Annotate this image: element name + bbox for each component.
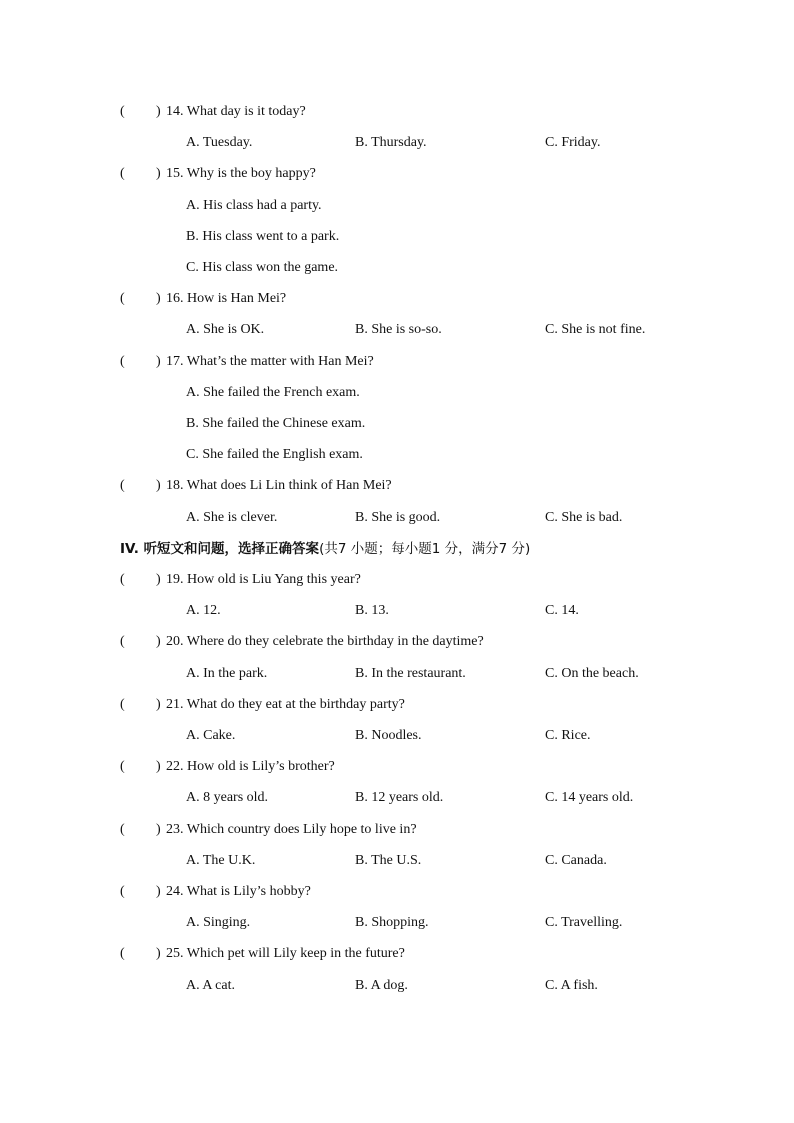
question-number: 21. bbox=[166, 696, 184, 712]
answer-blank-open: ( bbox=[120, 478, 125, 494]
question-prompt: What does Li Lin think of Han Mei? bbox=[186, 478, 392, 494]
option-line bbox=[186, 227, 339, 247]
question-prompt: What do they eat at the birthday party? bbox=[186, 696, 405, 712]
answer-blank-close: ) bbox=[156, 696, 161, 712]
question-number: 23. bbox=[166, 821, 184, 837]
answer-blank-close: ) bbox=[156, 478, 161, 494]
section-header bbox=[120, 539, 530, 559]
answer-option: A. The U.K. bbox=[186, 852, 256, 868]
question-text bbox=[166, 289, 286, 309]
question-text bbox=[166, 632, 484, 652]
answer-option: B. She failed the Chinese exam. bbox=[186, 416, 366, 431]
answer-option: C. 14 years old. bbox=[545, 790, 634, 806]
answer-option: C. On the beach. bbox=[545, 665, 639, 681]
answer-blank-open: ( bbox=[120, 884, 125, 899]
answer-blank-close: ) bbox=[156, 104, 161, 119]
question-prompt: How old is Lily’s brother? bbox=[187, 759, 335, 775]
answer-option: C. A fish. bbox=[545, 977, 598, 993]
answer-option: C. Travelling. bbox=[545, 915, 623, 931]
answer-option: A. Tuesday. bbox=[186, 135, 253, 151]
question-text bbox=[166, 695, 405, 715]
question-text bbox=[166, 476, 392, 496]
section-title: 听短文和问题，选择正确答案 bbox=[143, 540, 320, 557]
answer-option: A. Singing. bbox=[186, 915, 251, 931]
question-prompt: How old is Liu Yang this year? bbox=[187, 572, 361, 587]
answer-blank-close: ) bbox=[156, 353, 161, 369]
answer-option: B. Thursday. bbox=[355, 135, 427, 151]
answer-option: A. 8 years old. bbox=[186, 790, 269, 806]
question-text bbox=[166, 164, 316, 184]
answer-blank-open: ( bbox=[120, 291, 125, 307]
question-prompt: Where do they celebrate the birthday in the daytime? bbox=[186, 634, 484, 650]
answer-blank-open: ( bbox=[120, 634, 125, 650]
answer-blank-close: ) bbox=[156, 634, 161, 650]
question-prompt: Which pet will Lily keep in the future? bbox=[186, 946, 405, 962]
answer-blank-open: ( bbox=[120, 759, 125, 775]
answer-blank-close: ) bbox=[156, 821, 161, 837]
section-label: IV. bbox=[120, 540, 144, 557]
answer-option: A. A cat. bbox=[186, 977, 235, 993]
question-prompt: What day is it today? bbox=[186, 104, 306, 119]
question-number: 25. bbox=[166, 946, 184, 962]
option-line bbox=[186, 196, 322, 216]
answer-option: C. Canada. bbox=[545, 852, 607, 868]
question-number: 15. bbox=[166, 166, 184, 182]
option-line bbox=[186, 383, 360, 403]
answer-option: C. She is not fine. bbox=[545, 322, 646, 338]
answer-option: A. She is OK. bbox=[186, 322, 265, 338]
answer-option: B. 13. bbox=[355, 603, 389, 619]
option-line bbox=[186, 414, 365, 434]
question-prompt: Why is the boy happy? bbox=[186, 166, 316, 182]
question-number: 17. bbox=[166, 353, 184, 369]
question-number: 19. bbox=[166, 572, 184, 587]
answer-option: B. A dog. bbox=[355, 977, 408, 993]
question-number: 18. bbox=[166, 478, 184, 494]
answer-option: B. The U.S. bbox=[355, 852, 422, 868]
answer-option: A. 12. bbox=[186, 603, 221, 619]
question-prompt: Which country does Lily hope to live in? bbox=[186, 821, 417, 837]
answer-option: C. She failed the English exam. bbox=[186, 447, 363, 463]
answer-blank-open: ( bbox=[120, 696, 125, 712]
answer-blank-open: ( bbox=[120, 104, 125, 119]
answer-blank-open: ( bbox=[120, 821, 125, 837]
question-text bbox=[166, 944, 405, 964]
answer-option: A. In the park. bbox=[186, 665, 268, 681]
question-text bbox=[166, 352, 374, 372]
answer-option: C. Rice. bbox=[545, 728, 591, 743]
answer-blank-open: ( bbox=[120, 353, 125, 369]
answer-option: C. She is bad. bbox=[545, 509, 623, 525]
answer-blank-close: ) bbox=[156, 884, 161, 899]
answer-option: A. Cake. bbox=[186, 728, 236, 743]
answer-blank-open: ( bbox=[120, 572, 125, 587]
question-number: 16. bbox=[166, 291, 184, 307]
answer-blank-close: ) bbox=[156, 166, 161, 182]
answer-option: B. His class went to a park. bbox=[186, 228, 340, 244]
answer-blank-close: ) bbox=[156, 946, 161, 962]
question-prompt: What is Lily’s hobby? bbox=[186, 884, 311, 899]
section-note: (共7 小题；每小题1 分，满分7 分) bbox=[319, 540, 531, 557]
question-text bbox=[166, 102, 306, 122]
answer-option: A. She is clever. bbox=[186, 509, 278, 525]
answer-blank-close: ) bbox=[156, 291, 161, 307]
answer-option: B. She is so-so. bbox=[355, 322, 442, 338]
question-text bbox=[166, 820, 417, 840]
question-text bbox=[166, 757, 335, 777]
question-text bbox=[166, 570, 361, 590]
question-number: 22. bbox=[166, 759, 184, 775]
answer-blank-open: ( bbox=[120, 166, 125, 182]
answer-blank-close: ) bbox=[156, 572, 161, 587]
question-number: 24. bbox=[166, 884, 184, 899]
option-line bbox=[186, 258, 338, 278]
answer-option: A. She failed the French exam. bbox=[186, 384, 360, 400]
answer-option: B. 12 years old. bbox=[355, 790, 444, 806]
answer-blank-close: ) bbox=[156, 759, 161, 775]
answer-option: B. In the restaurant. bbox=[355, 665, 466, 681]
answer-option: B. Noodles. bbox=[355, 728, 422, 743]
question-prompt: How is Han Mei? bbox=[187, 291, 287, 307]
answer-option: C. 14. bbox=[545, 603, 579, 619]
answer-blank-open: ( bbox=[120, 946, 125, 962]
question-prompt: What’s the matter with Han Mei? bbox=[186, 353, 374, 369]
question-text bbox=[166, 882, 311, 902]
option-line bbox=[186, 445, 363, 465]
question-number: 14. bbox=[166, 104, 184, 119]
answer-option: C. His class won the game. bbox=[186, 260, 339, 275]
answer-option: C. Friday. bbox=[545, 135, 601, 151]
question-number: 20. bbox=[166, 634, 184, 650]
answer-option: B. She is good. bbox=[355, 509, 441, 525]
answer-option: B. Shopping. bbox=[355, 915, 429, 931]
answer-option: A. His class had a party. bbox=[186, 197, 322, 213]
